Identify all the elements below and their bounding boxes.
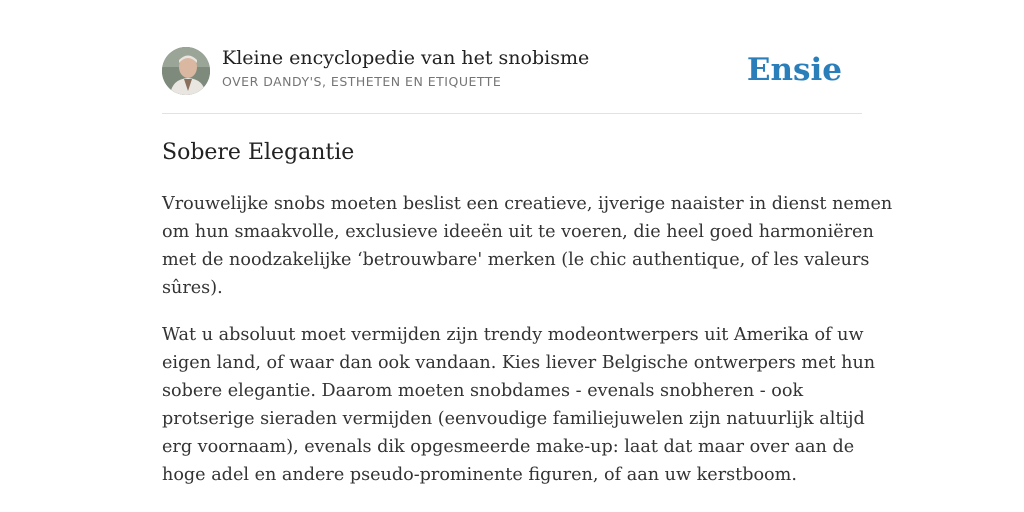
brand-logo[interactable]: Ensie — [746, 52, 842, 88]
page-container — [162, 0, 893, 512]
paragraph-line: sobere elegantie. Daarom moeten snobdames - evenals snobheren - ook — [162, 381, 804, 401]
article-paragraph — [162, 321, 876, 489]
site-title[interactable]: Kleine encyclopedie van het snobisme — [222, 47, 590, 69]
paragraph-line: erg voornaam), evenals dik opgesmeerde make-up: laat dat maar over aan de — [162, 437, 855, 457]
site-header — [162, 46, 862, 96]
header-divider — [162, 113, 862, 114]
article-title: Sobere Elegantie — [162, 140, 355, 165]
author-avatar-icon[interactable] — [162, 47, 210, 95]
paragraph-line: met de noodzakelijke ‘betrouwbare' merken (le chic authentique, of les valeurs — [162, 250, 870, 270]
site-subtitle: OVER DANDY'S, ESTHETEN EN ETIQUETTE — [222, 74, 502, 89]
avatar-photo — [162, 47, 210, 95]
paragraph-line: eigen land, of waar dan ook vandaan. Kies liever Belgische ontwerpers met hun — [162, 353, 876, 373]
paragraph-line: protserige sieraden vermijden (eenvoudige familiejuwelen zijn natuurlijk altijd — [162, 409, 865, 429]
paragraph-line: sûres). — [162, 278, 223, 298]
paragraph-line: Vrouwelijke snobs moeten beslist een creatieve, ijverige naaister in dienst nemen — [162, 194, 893, 214]
paragraph-line: om hun smaakvolle, exclusieve ideeën uit te voeren, die heel goed harmoniëren — [162, 222, 874, 242]
paragraph-line: Wat u absoluut moet vermijden zijn trendy modeontwerpers uit Amerika of uw — [162, 325, 864, 345]
paragraph-line: hoge adel en andere pseudo-prominente figuren, of aan uw kerstboom. — [162, 465, 797, 485]
article-paragraph — [162, 190, 893, 302]
